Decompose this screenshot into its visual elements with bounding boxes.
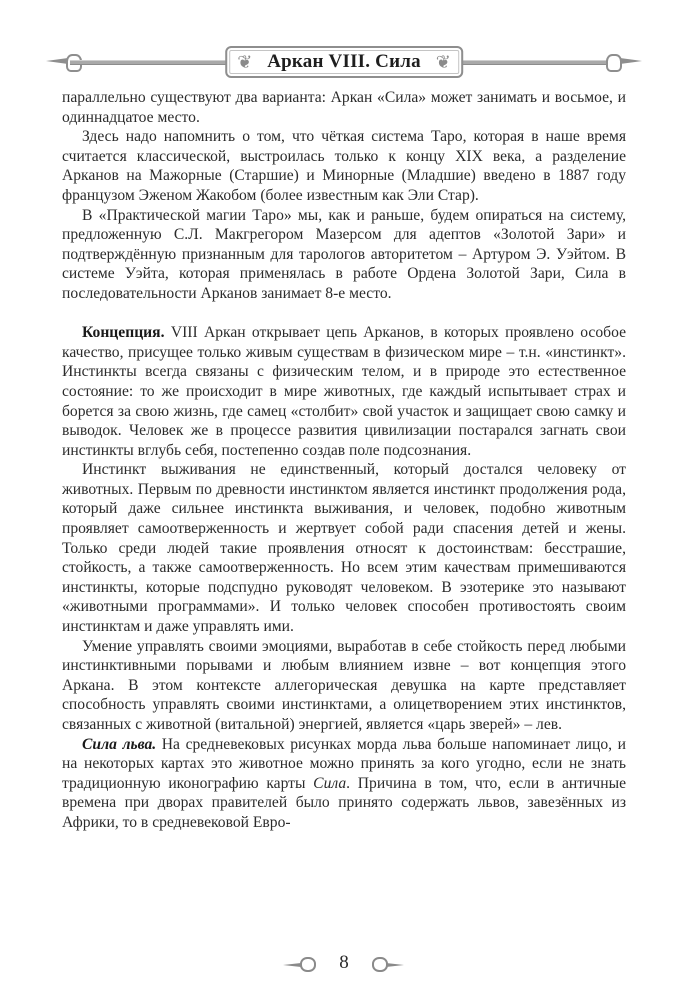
header-spike-right-ornament-icon [620,58,642,64]
running-header [44,44,644,78]
paragraph-text: На средневековых рисунках морда льва больше напоминает лицо, и на некоторых картах это животное можно принять за кого угодно, если не знать традиционную иконографию карты [62,735,626,792]
paragraph-text: VIII Аркан открывает цепь Арканов, в которых проявлено особое качество, присущее только живым существам в физическом мире – т.н. «инстинкт». Инстинкты всегда связаны с физическим телом, и в природе это естественное состояние: то же происходит в мире животных, где каждый испытывает страх и борется за свою жизнь, где самец «столбит» свой участок и защищает свою самку и выводок. Человек же в процессе развития цивилизации постарался загнать свои инстинкты вглубь себя, постепенно создав поле подсознания. [62,324,626,459]
footer-knot-left-ornament-icon [300,957,316,972]
paragraph-text: . Причина в том, что, если в античные времена при дворах правителей было принято содержать львов, завезённых из Африки, то в средневековой Евро- [62,774,626,831]
paragraph: В «Практической магии Таро» мы, как и раньше, будем опираться на систему, предложенную С.Л. Макгрегором Мазерсом для адептов «Золотой Зари» и подтверждённую признанным для тарологов авторитетом – Артуром Э. Уэйтом. В системе Уэйта, которая применялась в работе Ордена Золотой Зари, Сила в последовательности Арканов занимает 8-е место. [62,206,626,302]
page-body [62,88,626,833]
page-number: 8 [339,952,349,973]
paragraph-concept [62,323,626,460]
header-rule-left [70,60,240,65]
card-name-italic: Сила [313,774,347,792]
page-footer [0,950,688,980]
running-title-cartouche [225,46,463,78]
header-spike-left-ornament-icon [46,58,68,64]
paragraph: Инстинкт выживания не единственный, который достался человеку от животных. Первым по древности инстинктом является инстинкт продолжения рода, который даже сильнее инстинкта выживания, и человек, подобно животным проявляет самоотверженность и жертвует собой ради спасения детей и жены. Только среди людей такие проявления относят к достоинствам: бесстрашие, стойкость, а также самоотверженность. Но всем этим качествам примешиваются инстинкты, которые подспудно руководят человеком. В эзотерике это называют «животными программами». И только человек способен противостоять своим инстинктам и даже управлять ими. [62,461,626,636]
header-rule-right [448,60,618,65]
scroll-flourish-left-icon: ❦ [237,52,253,72]
section-lead-lion-strength: Сила льва. [82,735,157,753]
scroll-flourish-right-icon: ❦ [435,52,451,72]
paragraph: Умение управлять своими эмоциями, выработав в себе стойкость перед любыми инстинктивными порывами и любым влиянием извне – вот концепция этого Аркана. В этом контексте аллегорическая девушка на карте представляет способность управлять своими инстинктами, а олицетворением этих инстинктов, связанных с животной (витальной) энергией, является «царь зверей» – лев. [62,637,626,733]
footer-spike-right-ornament-icon [386,963,404,967]
footer-spike-left-ornament-icon [283,963,301,967]
paragraph: Здесь надо напомнить о том, что чёткая система Таро, которая в наше время считается классической, выстроилась только к концу XIX века, а разделение Арканов на Мажорные (Старшие) и Минорные (Младшие) введено в 1887 году французом Эженом Жакобом (более известным как Эли Стар). [62,128,626,204]
running-title: Аркан VIII. Сила [267,51,421,72]
paragraph-lion-strength [62,735,626,833]
section-lead-concept: Концепция. [82,324,165,342]
paragraph-continued: параллельно существуют два варианта: Аркан «Сила» может занимать и восьмое, и одиннадцатое место. [62,89,626,126]
